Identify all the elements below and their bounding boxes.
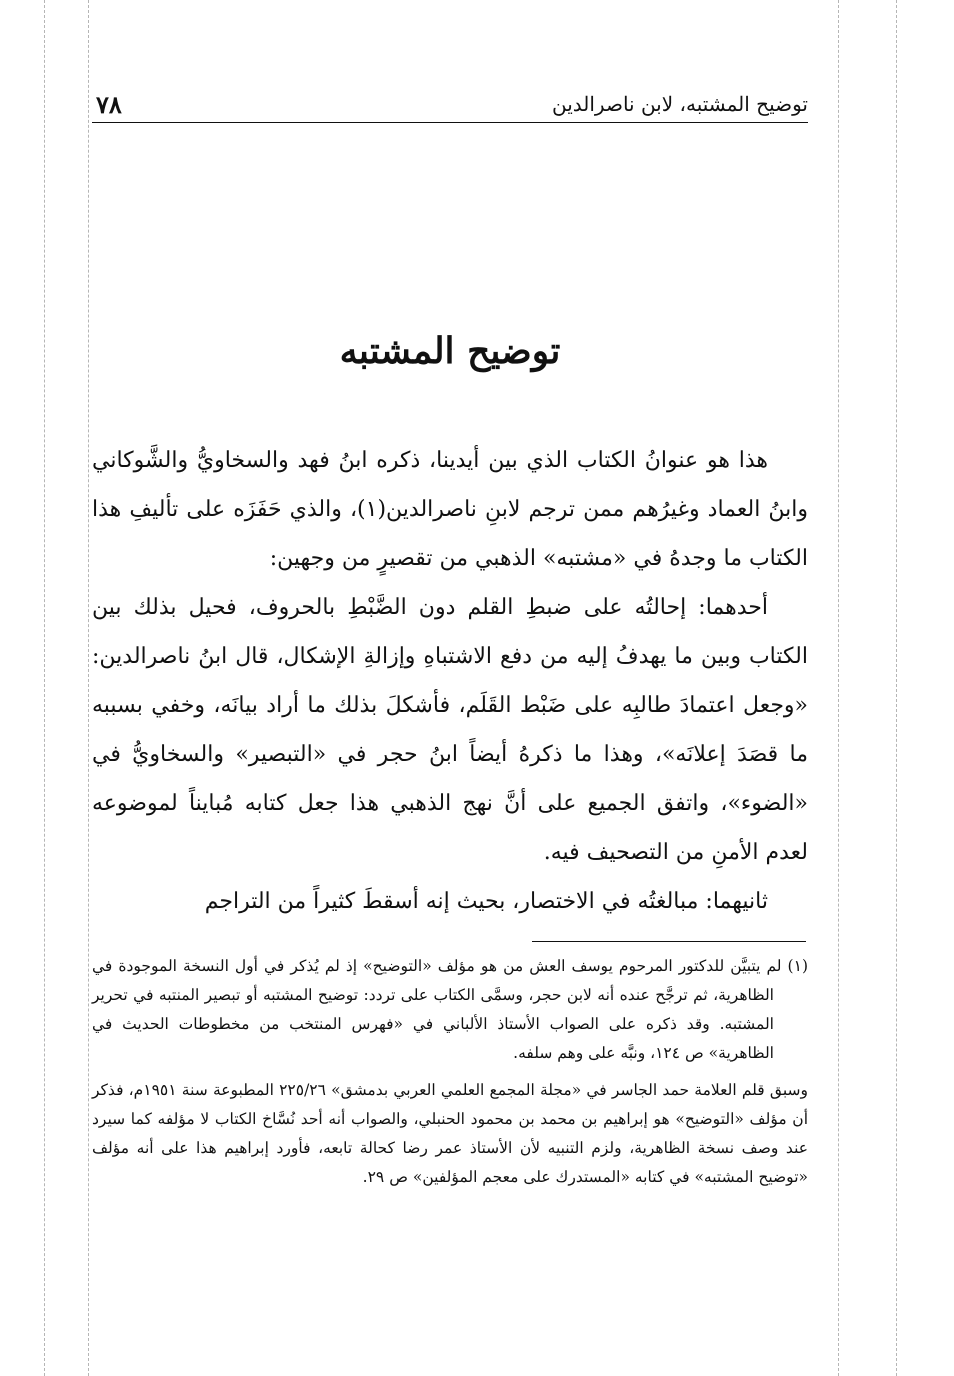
paragraph: ثانيهما: مبالغتُه في الاختصار، بحيث إنه أسقطَ كثيراً من التراجم [204,889,768,914]
page-header [92,86,808,123]
body-text [92,436,808,926]
chapter-title: توضيح المشتبه [339,330,561,372]
scan-artifact-line [838,0,839,1376]
running-title: توضيح المشتبه، لابن ناصرالدين [551,92,808,116]
footnote-separator [532,941,806,942]
footnotes [92,952,808,1200]
page-number: ٧٨ [96,90,122,119]
scan-artifact-line [896,0,897,1376]
paragraph: أحدهما: إحالتُه على ضبطِ القلم دون الضَّبْطِ بالحروف، فحيل بذلك بين الكتاب وبين ما يهدفُ إليه من دفع الاشتباهِ وإزالةِ الإشكال، قال ابنُ ناصرالدين: «وجعل اعتمادَ طالبِه على ضَبْط القَلَم، فأشكلَ بذلك ما أراد بيانَه، وخفي بسببه ما قصَدَ إعلانَه»، وهذا ما ذكرهُ أيضاً ابنُ حجر في «التبصير» والسخاويُّ في «الضوء»، واتفق الجميع على أنَّ نهج الذهبي هذا جعل كتابه مُبايناً لموضوعه لعدم الأمنِ من التصحيف فيه. [92,595,808,865]
footnote: (١) لم يتبيَّن للدكتور المرحوم يوسف العش من هو مؤلف «التوضيح» إذ لم يُذكر في أول النسخة الموجودة في الظاهرية، ثم ترجَّح عنده أنه لابن حجر، وسمَّى الكتاب على تردد: توضيح المشتبه أو تبصير المنتبه في تحرير المشتبه. وقد ذكره على الصواب الأستاذ الألباني في «فهرس المنتخب من مخطوطات الحديث في الظاهرية» ص ١٢٤، ونبَّه على وهم سلفه. [92,957,808,1062]
paragraph: هذا هو عنوانُ الكتاب الذي بين أيدينا، ذكره ابنُ فهد والسخاويُّ والشَّوكاني وابنُ العماد وغيرُهم ممن ترجم لابنِ ناصرالدين(١)، والذي حَفَزَه على تأليفِ هذا الكتاب ما وجدهُ في «مشتبه» الذهبي من تقصيرٍ من وجهين: [92,448,808,571]
scan-artifact-line [88,0,89,1376]
footnote: وسبق قلم العلامة حمد الجاسر في «مجلة المجمع العلمي العربي بدمشق» ٢٢٥/٢٦ المطبوعة سنة ١٩٥١م، فذكر أن مؤلف «التوضيح» هو إبراهيم بن محمد بن محمود الحنبلي، والصواب أنه أحد نُسَّاخ الكتاب لا مؤلفه كما سيرد عند وصف نسخة الظاهرية، ولزم التنبيه لأن الأستاذ عمر رضا كحالة تابعه، فأورد إبراهيم هذا على أنه مؤلف «توضيح المشتبه» في كتابه «المستدرك على معجم المؤلفين» ص ٢٩. [92,1081,808,1186]
scan-artifact-line [44,0,45,1376]
